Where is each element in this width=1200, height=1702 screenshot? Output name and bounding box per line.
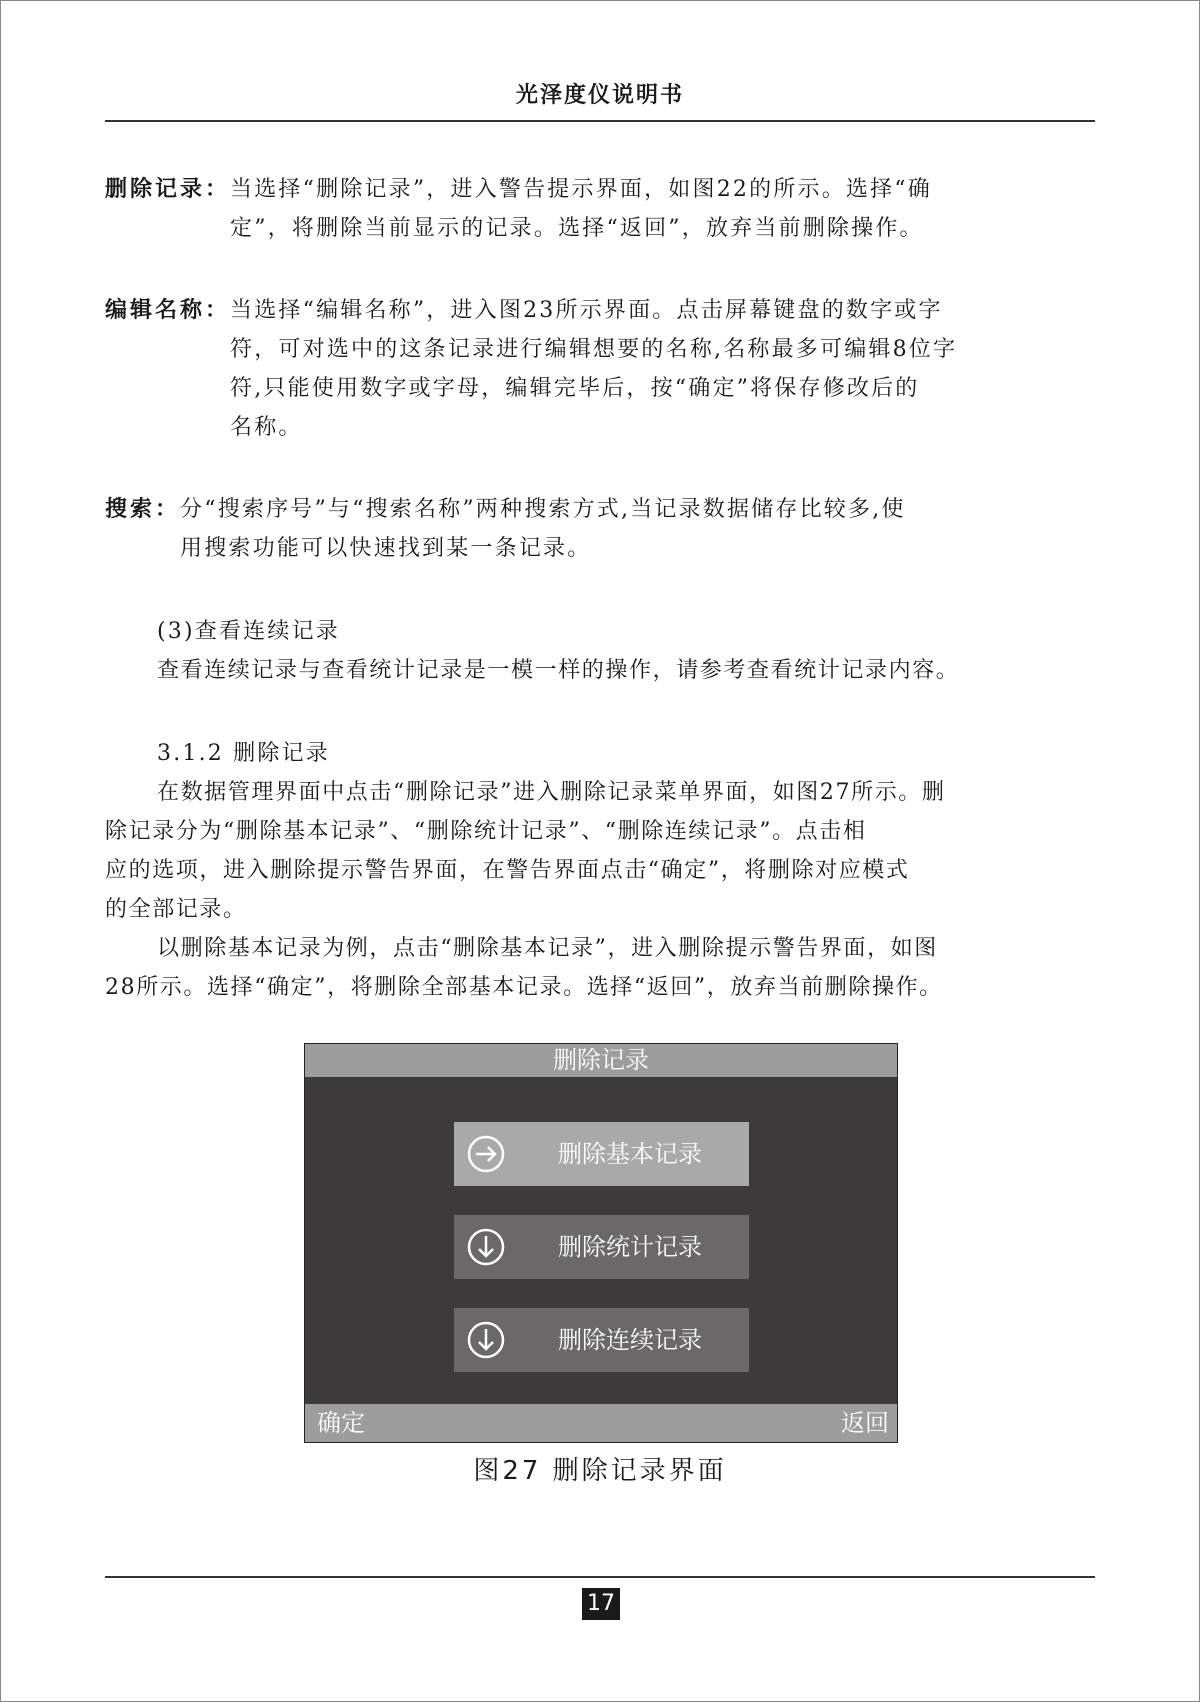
section-312-paragraph-1 (105, 773, 1100, 929)
section-312-line: 以删除基本记录为例，点击“删除基本记录”，进入删除提示警告界面，如图 (157, 936, 938, 961)
header-rule (105, 120, 1095, 122)
delete-stat-record-button[interactable] (454, 1215, 749, 1279)
arrow-down-circle-icon (466, 1320, 506, 1360)
page-number: 17 (582, 1588, 620, 1620)
arrow-down-circle-icon (466, 1227, 506, 1267)
edit-name-term: 编辑名称： (105, 298, 231, 323)
screen-confirm-button[interactable]: 确定 (317, 1409, 365, 1437)
section-312-line: 应的选项，进入删除提示警告界面，在警告界面点击“确定”，将删除对应模式 (105, 858, 910, 883)
section-312-line: 的全部记录。 (105, 897, 247, 922)
delete-continuous-record-label: 删除连续记录 (558, 1326, 702, 1354)
delete-record-line: 定”，将删除当前显示的记录。选择“返回”，放弃当前删除操作。 (230, 216, 924, 241)
section-312-paragraph-2 (105, 929, 1100, 1007)
edit-name-line: 当选择“编辑名称”，进入图23所示界面。点击屏幕键盘的数字或字 (230, 298, 943, 323)
continuous-record-text: 查看连续记录与查看统计记录是一模一样的操作，请参考查看统计记录内容。 (157, 658, 960, 683)
search-line: 用搜索功能可以快速找到某一条记录。 (180, 536, 592, 561)
arrow-right-circle-icon (466, 1134, 506, 1174)
screen-back-button[interactable]: 返回 (841, 1409, 889, 1437)
screen-title: 删除记录 (305, 1044, 897, 1077)
section-312-heading: 3.1.2 删除记录 (157, 741, 330, 766)
edit-name-line: 符,只能使用数字或字母，编辑完毕后，按“确定”将保存修改后的 (230, 376, 920, 401)
delete-record-line: 当选择“删除记录”，进入警告提示界面，如图22的所示。选择“确 (230, 177, 932, 202)
section-312-line: 在数据管理界面中点击“删除记录”进入删除记录菜单界面，如图27所示。删 (157, 780, 946, 805)
continuous-record-heading: (3)查看连续记录 (157, 619, 340, 644)
section-312-line: 28所示。选择“确定”，将删除全部基本记录。选择“返回”，放弃当前删除操作。 (105, 975, 943, 1000)
delete-record-screen (304, 1043, 898, 1443)
screen-footer (305, 1404, 897, 1442)
delete-continuous-record-button[interactable] (454, 1308, 749, 1372)
delete-stat-record-label: 删除统计记录 (558, 1233, 702, 1261)
delete-record-term: 删除记录： (105, 177, 231, 202)
delete-basic-record-label: 删除基本记录 (558, 1140, 702, 1168)
edit-name-line: 符，可对选中的这条记录进行编辑想要的名称,名称最多可编辑8位字 (230, 337, 958, 362)
footer-rule (105, 1576, 1095, 1578)
edit-name-line: 名称。 (230, 415, 303, 440)
figure-caption: 图27 删除记录界面 (473, 1456, 727, 1486)
search-line: 分“搜索序号”与“搜索名称”两种搜索方式,当记录数据储存比较多,使 (180, 497, 906, 522)
search-term: 搜索： (105, 497, 181, 522)
page-header-title: 光泽度仪说明书 (515, 83, 684, 108)
section-312-line: 除记录分为“删除基本记录”、“删除统计记录”、“删除连续记录”。点击相 (105, 819, 867, 844)
delete-basic-record-button[interactable] (454, 1122, 749, 1186)
delete-record-paragraph (105, 170, 1100, 248)
search-paragraph (105, 490, 1100, 568)
edit-name-paragraph (105, 291, 1100, 447)
